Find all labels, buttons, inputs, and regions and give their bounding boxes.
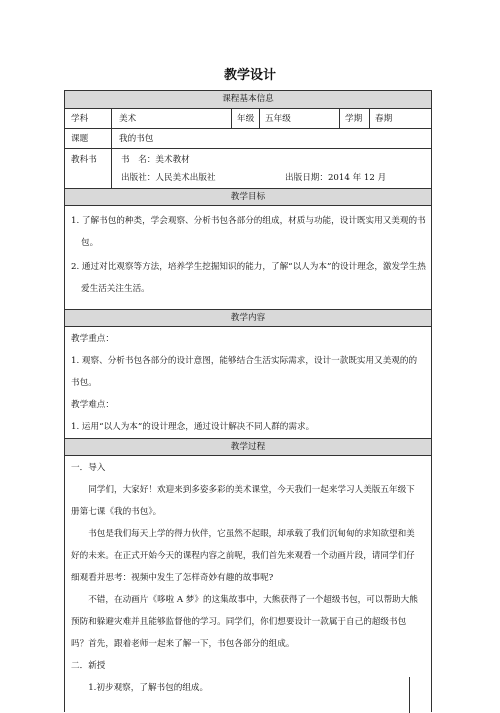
textbook-label: 教科书 [71, 155, 97, 165]
page-title: 教学设计 [223, 68, 276, 83]
difficult-point-item: 1. 运用“以人为本”的设计理念，通过设计解决不同人群的需求。 [71, 422, 315, 432]
textbook-row [65, 148, 431, 188]
key-points-label: 教学重点： [71, 334, 114, 344]
objective-item-1: 1. 了解书包的种类，学会观察、分析书包各部分的组成，材质与功能，设计既实用又美观的书包。 [71, 216, 426, 248]
difficult-points-label: 教学难点： [71, 400, 114, 410]
grade-label: 年级 [237, 114, 255, 124]
section-intro-heading: 一．导入 [71, 463, 106, 473]
publisher: 出版社：人民美术出版社 [121, 173, 216, 183]
step-1: 1.初步观察，了解书包的组成。 [88, 683, 209, 693]
subject-row [65, 108, 431, 128]
intro-paragraph-2: 书包是我们每天上学的得力伙伴，它虽然不起眼，却承载了我们沉甸甸的求知欲望和美好的未来。在正式开始今天的课程内容之前呢，我们首先来观看一个动画片段，请同学们仔细观看并思考：视频中发生了怎样奇妙有趣的故事呢? [71, 529, 415, 583]
basic-info-header: 课程基本信息 [65, 91, 431, 108]
intro-paragraph-3: 不错，在动画片《哆啦 A 梦》的这集故事中，大熊获得了一个超级书包，可以帮助大熊预防和躲避灾难并且能够监督他的学习。同学们，你们想要设计一款属于自己的超级书包吗？首先，跟着老师一起来了解一下，书包各部分的组成。 [71, 595, 418, 649]
lesson-value: 我的书包 [119, 134, 154, 144]
intro-paragraph-1: 同学们，大家好！欢迎来到多姿多彩的美术课堂，今天我们一起来学习人美版五年级下册第七课《我的书包》。 [71, 485, 415, 517]
objectives-body [65, 205, 431, 309]
book-name: 书 名：美术教材 [121, 155, 190, 165]
step-box-right-edge [409, 677, 410, 713]
process-body [65, 455, 431, 713]
objectives-header: 教学目标 [65, 188, 431, 205]
subject-label: 学科 [71, 114, 89, 124]
term-value: 春期 [375, 114, 393, 124]
lesson-label: 课题 [71, 134, 89, 144]
content-body [65, 326, 431, 438]
key-point-item: 1. 观察、分析书包各部分的设计意图，能够结合生活实际需求，设计一款既实用又美观的的书包。 [71, 356, 418, 388]
section-new-lesson-heading: 二．新授 [71, 661, 106, 671]
grade-value: 五年级 [265, 114, 291, 124]
process-header: 教学过程 [65, 438, 431, 455]
content-header: 教学内容 [65, 309, 431, 326]
publish-date: 出版日期：2014 年 12 月 [285, 173, 387, 183]
objective-item-2: 2. 通过对比观察等方法，培养学生挖掘知识的能力，了解“以人为本”的设计理念，激发学生热爱生活关注生活。 [71, 262, 426, 294]
lesson-row [65, 128, 431, 148]
lesson-plan-table [64, 90, 432, 712]
term-label: 学期 [345, 114, 363, 124]
subject-value: 美术 [119, 114, 137, 124]
